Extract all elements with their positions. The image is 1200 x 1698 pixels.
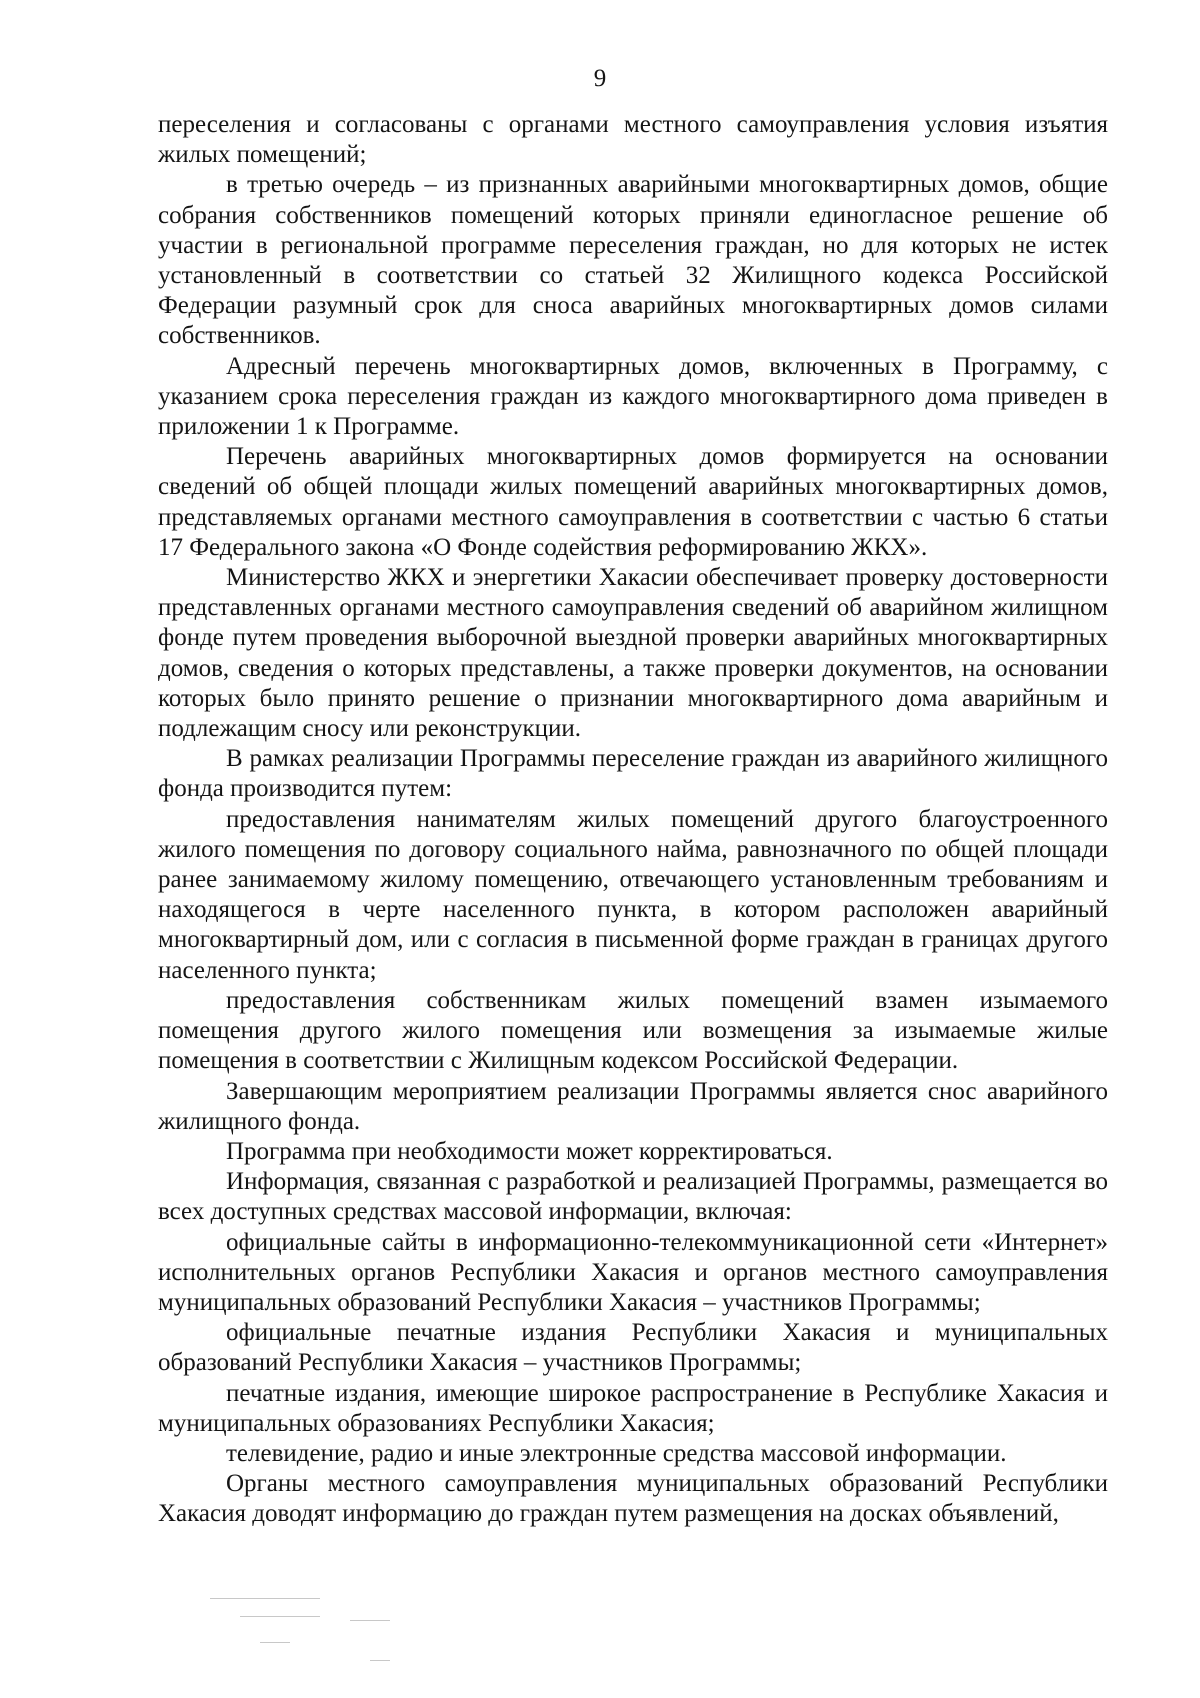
paragraph-information-channels: Информация, связанная с разработкой и реализацией Программы, размещается во всех доступных средствах массовой информации, включая: bbox=[158, 1168, 1108, 1226]
paragraph-ministry-verification: Министерство ЖКХ и энергетики Хакасии обеспечивает проверку достоверности представленных органами местного самоуправления сведений об аварийном жилищном фонде путем проведения выборочной выездной проверки аварийных многоквартирных домов, сведения о которых представлены, а также проверки документов, на основании которых было принято решение о признании многоквартирного дома аварийным и подлежащим сносу или реконструкции. bbox=[158, 564, 1108, 743]
paragraph-official-print: официальные печатные издания Республики Хакасия и муниципальных образований Республики Хакасия – участников Программы; bbox=[158, 1319, 1108, 1377]
paragraph-third-priority: в третью очередь – из признанных аварийными многоквартирных домов, общие собрания собственников помещений которых приняли единогласное решение об участии в региональной программе переселения граждан, но для которых не истек установленный в соответствии со статьей 32 Жилищного кодекса Российской Федерации разумный срок для сноса аварийных многоквартирных домов силами собственников. bbox=[158, 171, 1108, 350]
paragraph-tenants-provision: предоставления нанимателям жилых помещений другого благоустроенного жилого помещения по договору социального найма, равнозначного по общей площади ранее занимаемому жилому помещению, отвечающего установленным требованиям и находящегося в черте населенного пункта, в котором расположен аварийный многоквартирный дом, или с согласия в письменной форме граждан в границах другого населенного пункта; bbox=[158, 805, 1108, 984]
paragraph-local-government-notice: Органы местного самоуправления муниципальных образований Республики Хакасия доводят информацию до граждан путем размещения на досках объявлений, bbox=[158, 1470, 1108, 1528]
page-number: 9 bbox=[593, 65, 607, 92]
paragraph-final-measure: Завершающим мероприятием реализации Программы является снос аварийного жилищного фонда. bbox=[158, 1077, 1108, 1135]
paragraph-emergency-list-formation: Перечень аварийных многоквартирных домов формируется на основании сведений об общей площади жилых помещений аварийных многоквартирных домов, представляемых органами местного самоуправления в соответствии с частью 6 статьи 17 Федерального закона «О Фонде содействия реформированию ЖКХ». bbox=[158, 443, 1108, 561]
paragraph-official-websites: официальные сайты в информационно-телекоммуникационной сети «Интернет» исполнительных органов Республики Хакасия и органов местного самоуправления муниципальных образований Республики Хакасия – участников Программы; bbox=[158, 1228, 1108, 1316]
scan-artifacts bbox=[200, 1590, 440, 1680]
paragraph-address-list: Адресный перечень многоквартирных домов, включенных в Программу, с указанием срока переселения граждан из каждого многоквартирного дома приведен в приложении 1 к Программе. bbox=[158, 352, 1108, 441]
paragraph-resettlement-methods: В рамках реализации Программы переселение граждан из аварийного жилищного фонда производится путем: bbox=[158, 745, 1108, 803]
paragraph-program-correction: Программа при необходимости может корректироваться. bbox=[226, 1137, 833, 1165]
paragraph-continuation: переселения и согласованы с органами местного самоуправления условия изъятия жилых помещений; bbox=[158, 111, 1108, 169]
body-text bbox=[158, 110, 1108, 1530]
paragraph-print-media: печатные издания, имеющие широкое распространение в Республике Хакасия и муниципальных образованиях Республики Хакасия; bbox=[158, 1379, 1108, 1437]
paragraph-electronic-media: телевидение, радио и иные электронные средства массовой информации. bbox=[226, 1439, 1007, 1467]
paragraph-owners-provision: предоставления собственникам жилых помещений взамен изымаемого помещения другого жилого помещения или возмещения за изымаемые жилые помещения в соответствии с Жилищным кодексом Российской Федерации. bbox=[158, 986, 1108, 1075]
